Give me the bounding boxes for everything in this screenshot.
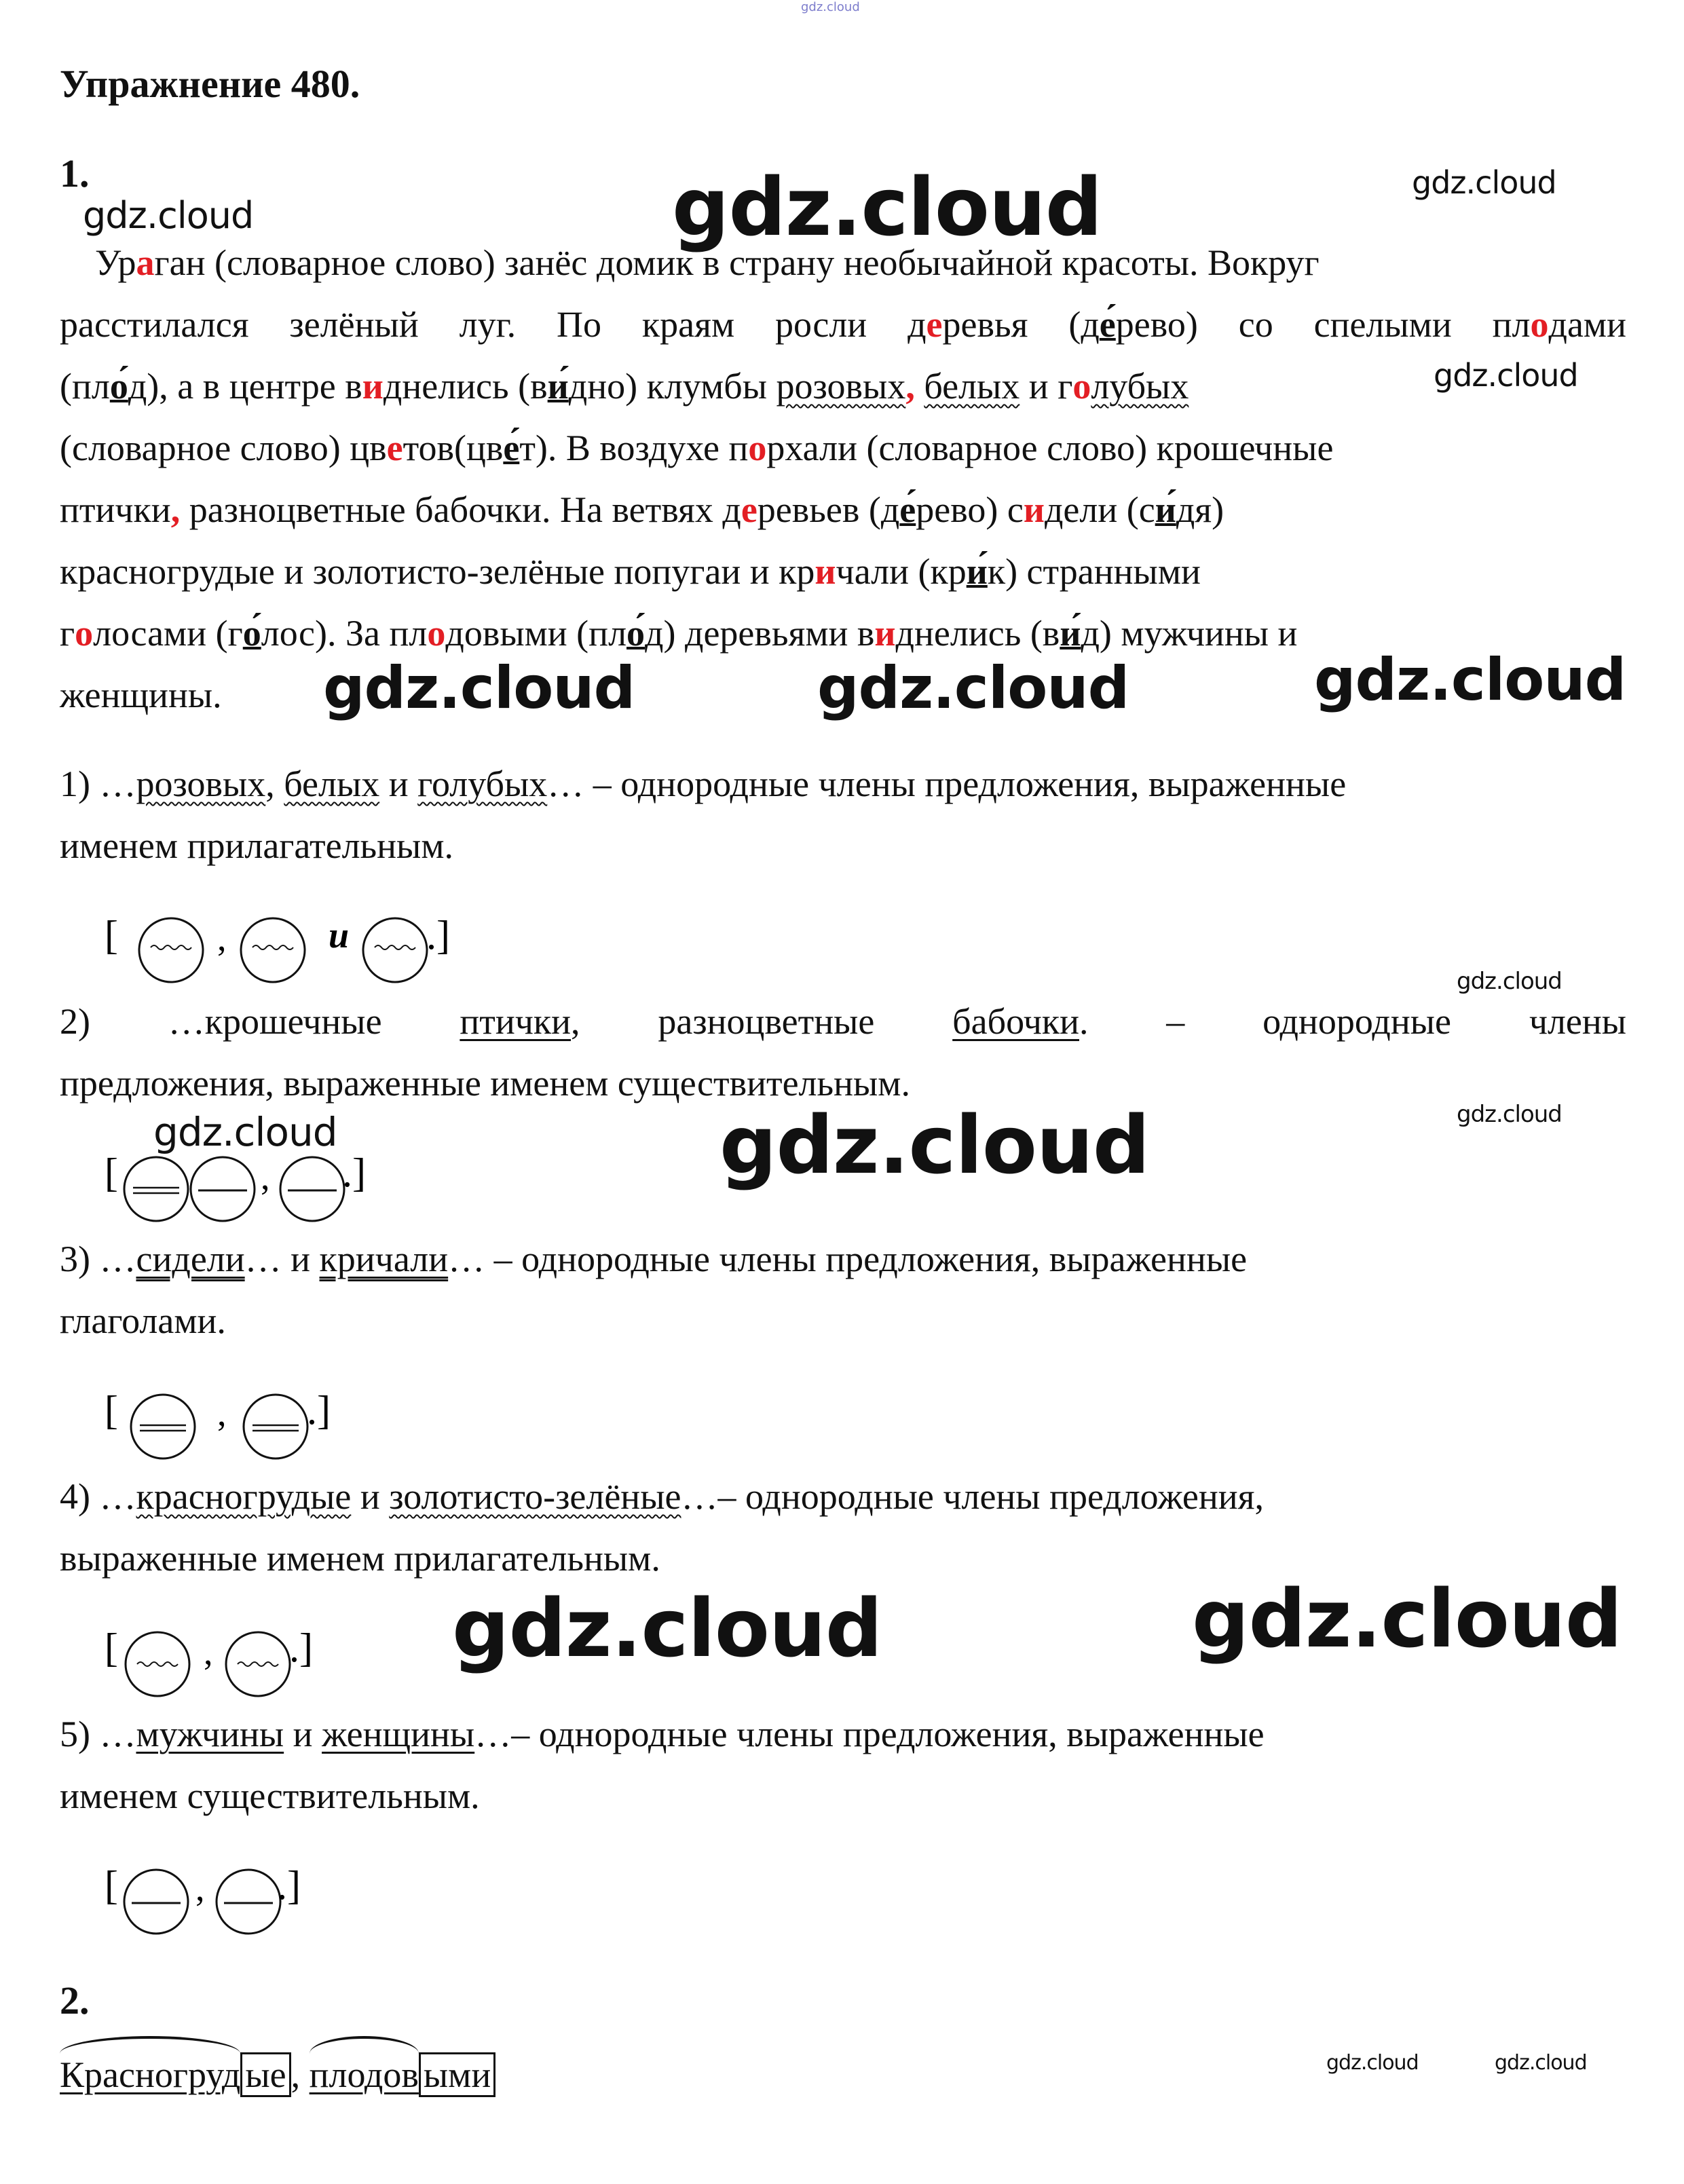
scheme-circle [280, 1157, 344, 1221]
watermark: gdz.cloud [1457, 1101, 1562, 1128]
item-3-line-2: глаголами. [60, 1300, 226, 1341]
item-4-line-2: выраженные именем прилагательным. [60, 1538, 660, 1579]
scheme-bracket-open: [ [105, 1388, 118, 1433]
watermark: gdz.cloud [1192, 1572, 1622, 1665]
scheme-comma: , [217, 918, 227, 958]
scheme-circle [217, 1870, 280, 1934]
scheme-bracket-close: .] [342, 1150, 366, 1195]
scheme-and: и [329, 915, 350, 956]
watermark: gdz.cloud [1326, 2051, 1419, 2075]
scheme-bracket-close: .] [289, 1625, 313, 1670]
scheme-wavy-line [238, 1662, 278, 1666]
watermark: gdz.cloud [1457, 968, 1562, 995]
watermark: gdz.cloud [323, 654, 635, 722]
section-1-label: 1. [60, 151, 90, 195]
item-5-line-1: 5) …мужчины и женщины…– однородные члены предложения, выраженные [60, 1714, 1265, 1754]
watermark: gdz.cloud [1314, 646, 1626, 714]
scheme-circle [244, 1395, 307, 1458]
watermark: gdz.cloud [452, 1581, 882, 1675]
exercise-title: Упражнение 480. [60, 62, 360, 106]
text-line-5: птички, разноцветные бабочки. На ветвях деревьев (де́рево) сидели (си́дя) [60, 489, 1224, 530]
text-line-2: расстилался зелёный луг. По краям росли деревья (де́рево) со спелыми плодами [60, 304, 1626, 345]
scheme-wavy-line [137, 1662, 178, 1666]
scheme-circle [124, 1157, 188, 1221]
item-3-line-1: 3) …сидели… и кричали… – однородные члены предложения, выраженные [60, 1239, 1248, 1279]
watermark: gdz.cloud [1434, 357, 1578, 394]
scheme-bracket-close: .] [277, 1863, 301, 1908]
scheme-circle [363, 918, 427, 982]
scheme-circle [131, 1395, 195, 1458]
scheme-circle [139, 918, 203, 982]
watermark: gdz.cloud [817, 654, 1129, 722]
watermark: gdz.cloud [672, 160, 1102, 254]
text-line-6: красногрудые и золотисто-зелёные попугаи и кричали (кри́к) странными [60, 551, 1201, 592]
text-line-8: женщины. [60, 675, 222, 715]
watermark: gdz.cloud [83, 194, 254, 237]
scheme-bracket-close: .] [426, 913, 450, 958]
morpheme-parsing: Красногруд ые , плодов ыми [60, 2044, 495, 2106]
scheme-bracket-open: [ [105, 1150, 118, 1195]
scheme-comma: , [217, 1393, 227, 1433]
top-watermark: gdz.cloud [801, 0, 860, 14]
text-line-3: (пло́д), а в центре виднелись (ви́дно) клумбы розовых, белых и голубых [60, 366, 1189, 407]
scheme-bracket-open: [ [105, 1863, 118, 1908]
scheme-wavy-line [151, 945, 191, 949]
scheme-bracket-open: [ [105, 913, 118, 958]
scheme-3 [95, 1378, 367, 1466]
scheme-comma: , [195, 1868, 205, 1908]
word-2-root: плодов [310, 2044, 419, 2106]
item-2-line-2: предложения, выраженные именем существительным. [60, 1063, 910, 1104]
text-line-4: (словарное слово) цветов(цве́т). В воздухе порхали (словарное слово) крошечные [60, 428, 1334, 468]
word-1-root: Красногруд [60, 2044, 240, 2106]
watermark: gdz.cloud [719, 1098, 1150, 1192]
scheme-circle [124, 1870, 188, 1934]
scheme-bracket-close: .] [307, 1388, 331, 1433]
scheme-bracket-open: [ [105, 1625, 118, 1670]
scheme-wavy-line [252, 945, 293, 949]
item-4-line-1: 4) …красногрудые и золотисто-зелёные…– однородные члены предложения, [60, 1476, 1265, 1517]
text-line-7: голосами (го́лос). За плодовыми (пло́д) деревьями виднелись (ви́д) мужчины и [60, 613, 1298, 654]
word-1-ending: ые [240, 2052, 291, 2097]
scheme-wavy-line [375, 945, 415, 949]
scheme-circle [191, 1157, 255, 1221]
item-2-line-1: 2) …крошечные птички, разноцветные бабочки. – однородные члены [60, 1001, 1627, 1042]
section-2-label: 2. [60, 1978, 90, 2022]
watermark: gdz.cloud [1412, 164, 1556, 201]
item-1-line-1: 1) …розовых, белых и голубых… – однородные члены предложения, выраженные [60, 764, 1347, 804]
scheme-comma: , [204, 1632, 213, 1672]
scheme-circle [241, 918, 305, 982]
item-5-line-2: именем существительным. [60, 1775, 480, 1816]
scheme-2 [95, 1140, 394, 1228]
scheme-1 [95, 903, 475, 991]
text-line-1: Ураган (словарное слово) занёс домик в страну необычайной красоты. Вокруг [95, 242, 1320, 283]
watermark: gdz.cloud [153, 1109, 337, 1155]
scheme-comma: , [261, 1156, 270, 1197]
scheme-4 [95, 1615, 367, 1703]
watermark: gdz.cloud [1495, 2051, 1587, 2075]
item-1-line-2: именем прилагательным. [60, 825, 453, 866]
scheme-5 [95, 1853, 353, 1941]
word-2-ending: ыми [419, 2052, 495, 2097]
